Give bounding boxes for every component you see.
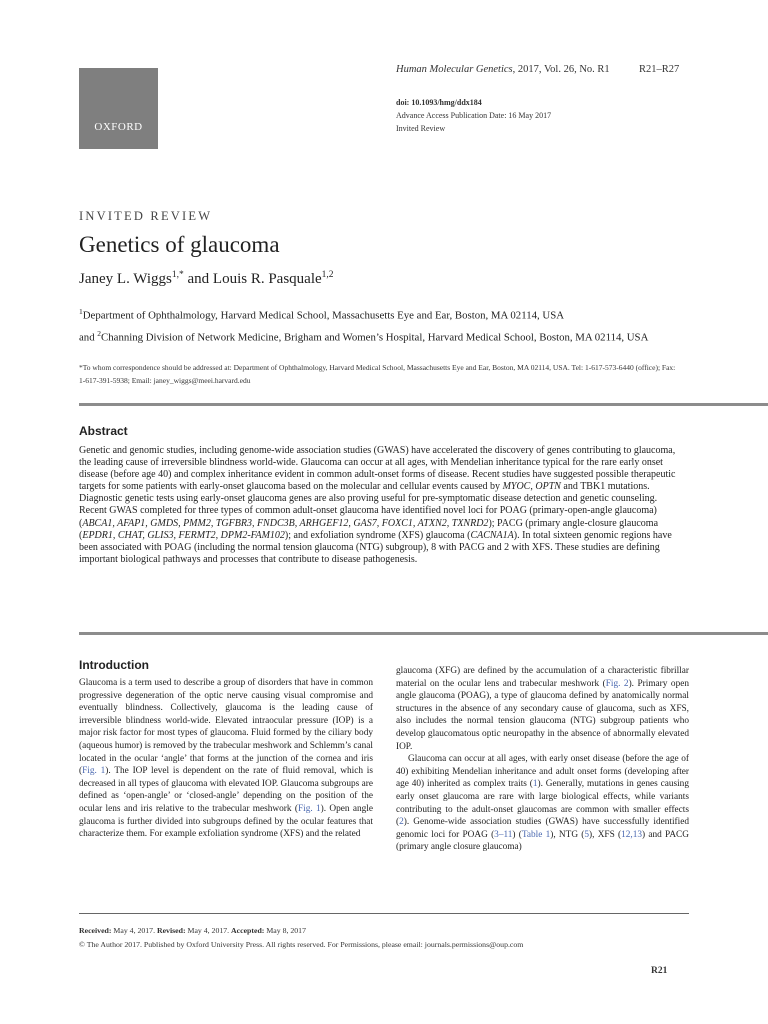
affiliation-text: Department of Ophthalmology, Harvard Medical School, Massachusetts Eye and Ear, Boston, MA 02114, USA bbox=[82, 309, 564, 322]
abstract-heading: Abstract bbox=[79, 424, 128, 438]
paragraph: Glaucoma is a term used to describe a group of disorders that have in common progressive degeneration of the optic nerve causing visual compromise and eventually blindness. Collectively, glaucoma is the leading cause of irreversible blindness world-wide. Elevated intraocular pressure (IOP) is a major risk factor for most types of glaucoma. Fluid formed by the ciliary body (aqueous humor) is removed by the trabecular meshwork and Schlemm’s canal located in the ocular ‘angle’ that forms at the junction of the cornea and iris (Fig. 1). The IOP level is dependent on the rate of fluid removal, which is decreased in all types of glaucoma with elevated IOP. Glaucoma subgroups are defined as ‘open-angle’ or ‘closed-angle’ depending on the position of the ocular lens and iris relative to the trabecular meshwork (Fig. 1). Open angle glaucoma is further divided into subgroups defined by the ocular features that characterize them. For example exfoliation syndrome (XFS) and the related bbox=[79, 678, 374, 840]
journal-details: , 2017, Vol. 26, No. R1 bbox=[512, 64, 610, 75]
footer-notes bbox=[79, 924, 523, 952]
page-number: R21 bbox=[651, 966, 668, 976]
journal-name: Human Molecular Genetics bbox=[396, 64, 513, 75]
journal-citation bbox=[396, 64, 610, 75]
article-type: Invited Review bbox=[396, 124, 446, 133]
abstract-text: Genetic and genomic studies, including genome-wide association studies (GWAS) have accelerated the discovery of genes contributing to glaucoma, the leading cause of irreversible blindness world-wide. Glaucoma can occur at all ages, with Mendelian inheritance typical for the rare early onset disease (before age 40) and complex inheritance evident in common adult-onset forms of disease. Recent studies have suggested possible therapeutic targets for some patients with early-onset glaucoma based on the molecular and cellular events caused by MYOC, OPTN and TBK1 mutations. Diagnostic genetic tests using early-onset glaucoma genes are also proving useful for pre-symptomatic disease detection and genetic counseling. Recent GWAS completed for three types of common adult-onset glaucoma have identified novel loci for POAG (primary-open-angle glaucoma) (ABCA1, AFAP1, GMDS, PMM2, TGFBR3, FNDC3B, ARHGEF12, GAS7, FOXC1, ATXN2, TXNRD2); PACG (primary angle-closure glaucoma (EPDR1, CHAT, GLIS3, FERMT2, DPM2-FAM102); and exfoliation syndrome (XFS) glaucoma (CACNA1A). In total sixteen genomic regions have been associated with POAG (including the normal tension glaucoma (NTG) subgroup), 8 with PACG and 2 with XFS. These studies are defining important biological pathways and processes that contribute to disease pathogenesis. bbox=[79, 445, 676, 565]
doi-link[interactable]: doi: 10.1093/hmg/ddx184 bbox=[396, 98, 482, 107]
footer-divider bbox=[79, 913, 689, 914]
publisher-logo bbox=[79, 68, 158, 149]
figure-link[interactable]: Fig. 1 bbox=[297, 803, 321, 814]
affiliation-mark: 2 bbox=[97, 328, 102, 338]
affiliation-prefix: and bbox=[79, 331, 98, 344]
figure-link[interactable]: Fig. 2 bbox=[605, 678, 629, 689]
reference-link[interactable]: 3–11 bbox=[494, 829, 513, 840]
article-title: Genetics of glaucoma bbox=[79, 232, 280, 257]
introduction-heading: Introduction bbox=[79, 658, 149, 672]
paragraph: Glaucoma can occur at all ages, with early onset disease (before the age of 40) exhibiting Mendelian inheritance and adult onset forms (developing after age 40) inherited as complex traits (1). Generally, mutations in genes causing early onset glaucoma are rare with large biological effects, while variants contributing to the adult-onset glaucomas are common with smaller effects (2). Genome-wide association studies (GWAS) have successfully identified genomic loci for POAG (3–11) (Table 1), NTG (5), XFS (12,13) and PACG (primary angle closure glaucoma) bbox=[396, 754, 689, 853]
reference-link[interactable]: 12,13 bbox=[621, 829, 643, 840]
advance-access-date: Advance Access Publication Date: 16 May 2017 bbox=[396, 111, 552, 120]
author-affiliation-mark: 1,* bbox=[171, 270, 184, 280]
intro-column-right bbox=[396, 665, 689, 854]
page-range: R21–R27 bbox=[639, 64, 680, 75]
reference-link[interactable]: 5 bbox=[584, 829, 590, 840]
divider bbox=[79, 403, 768, 406]
reference-link[interactable]: 1 bbox=[532, 779, 538, 790]
affiliations bbox=[79, 303, 689, 346]
intro-column-left bbox=[79, 677, 373, 841]
copyright-notice: © The Author 2017. Published by Oxford University Press. All rights reserved. For Permissions, please email: journals.permissions@oup.com bbox=[79, 940, 524, 949]
paragraph: glaucoma (XFG) are defined by the accumulation of a characteristic fibrillar material on the ocular lens and trabecular meshwork (Fig. 2). Primary open angle glaucoma (POAG), a type of glaucoma defined by anatomically normal structures in the absence of any secondary cause of glaucoma, such as XFS, also includes the normal tension glaucoma (NTG) subgroup patients who develop glaucomatous optic neuropathy in the absence of abnormally elevated IOP. bbox=[396, 666, 689, 752]
author-list bbox=[79, 270, 334, 288]
divider bbox=[79, 632, 768, 635]
affiliation-mark: 1 bbox=[79, 307, 83, 316]
logo-text: OXFORD bbox=[94, 121, 143, 133]
section-label: INVITED REVIEW bbox=[79, 209, 213, 223]
reference-link[interactable]: 2 bbox=[399, 817, 404, 828]
figure-link[interactable]: Fig. 1 bbox=[82, 766, 106, 777]
author-name: Louis R. Pasquale bbox=[212, 271, 322, 287]
author-affiliation-mark: 1,2 bbox=[321, 270, 334, 280]
article-meta bbox=[396, 96, 551, 135]
correspondence-note: *To whom correspondence should be addressed at: Department of Ophthalmology, Harvard Medical School, Massachusetts Eye and Ear, Boston, MA 02114, USA. Tel: 1-617-573-6440 (office); Fax: 1-617-391-5938; Email: janey_wiggs@meei.harvard.edu bbox=[79, 363, 676, 385]
affiliation-text: Channing Division of Network Medicine, Brigham and Women’s Hospital, Harvard Medical School, Boston, MA 02114, USA bbox=[101, 331, 649, 344]
author-joiner: and bbox=[183, 271, 213, 287]
table-link[interactable]: Table 1 bbox=[521, 829, 551, 840]
article-history: Received: May 4, 2017. Revised: May 4, 2017. Accepted: May 8, 2017 bbox=[79, 926, 306, 935]
author-name: Janey L. Wiggs bbox=[79, 271, 172, 287]
